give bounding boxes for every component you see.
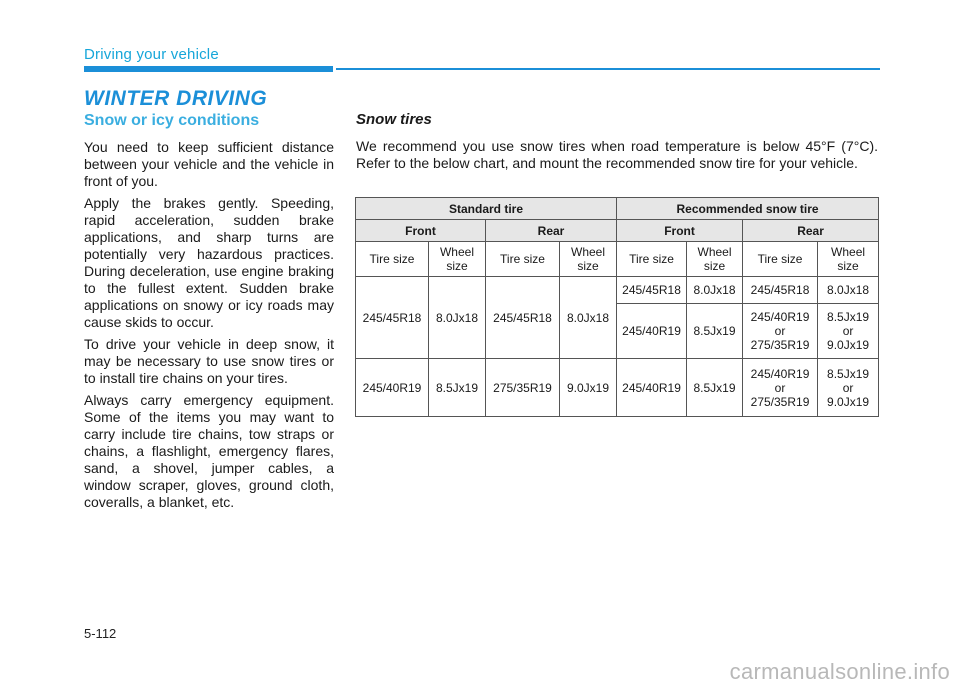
- table-row: [356, 359, 879, 417]
- header-front: Front: [356, 220, 486, 242]
- table-cell: 8.5Jx19: [687, 359, 743, 417]
- paragraph: To drive your vehicle in deep snow, it may be necessary to use snow tires or to install tire chains on your tires.: [84, 336, 334, 386]
- table-cell: 245/40R19: [617, 359, 687, 417]
- table-cell: 245/45R18: [617, 277, 687, 304]
- paragraph: You need to keep sufficient distance between your vehicle and the vehicle in front of you.: [84, 139, 334, 189]
- snow-tire-table: [355, 197, 879, 417]
- paragraph: Always carry emergency equipment. Some of the items you may want to carry include tire chains, tow straps or chains, a flashlight, emergency flares, sand, a shovel, jumper cables, a window scraper, gloves, ground cloth, coveralls, a blanket, etc.: [84, 392, 334, 510]
- snow-tires-heading: Snow tires: [356, 111, 432, 128]
- table-cell: 245/40R19 or 275/35R19: [743, 304, 818, 359]
- header-recommended-snow-tire: Recommended snow tire: [617, 198, 879, 220]
- table-cell: 8.5Jx19 or 9.0Jx19: [818, 304, 879, 359]
- column-header: Tire size: [356, 242, 429, 277]
- header-rule-thin: [336, 68, 880, 70]
- table-cell: 8.0Jx18: [818, 277, 879, 304]
- table-cell: 8.0Jx18: [429, 277, 486, 359]
- table-cell: 8.0Jx18: [560, 277, 617, 359]
- table-row: [356, 277, 879, 304]
- column-header: Tire size: [486, 242, 560, 277]
- snow-icy-heading: Snow or icy conditions: [84, 112, 260, 129]
- table-cell: 275/35R19: [486, 359, 560, 417]
- table-header-row: [356, 220, 879, 242]
- paragraph: Apply the brakes gently. Speeding, rapid acceleration, sudden brake applications, and sharp turns are potentially very hazardous practices. During deceleration, use engine braking to the fullest extent. Sudden brake applications on snowy or icy roads may cause skids to occur.: [84, 195, 334, 330]
- table-cell: 245/40R19: [356, 359, 429, 417]
- table-cell: 9.0Jx19: [560, 359, 617, 417]
- table-cell: 245/40R19: [617, 304, 687, 359]
- snow-tires-intro: We recommend you use snow tires when road temperature is below 45°F (7°C). Refer to the below chart, and mount the recommended snow tire for your vehicle.: [356, 138, 878, 171]
- header-rule-thick: [84, 66, 333, 72]
- header-front: Front: [617, 220, 743, 242]
- table-cell: 245/40R19 or 275/35R19: [743, 359, 818, 417]
- table-cell: 245/45R18: [356, 277, 429, 359]
- left-column: [84, 112, 334, 516]
- column-header: Tire size: [617, 242, 687, 277]
- chapter-header: Driving your vehicle: [84, 46, 219, 63]
- header-rear: Rear: [486, 220, 617, 242]
- table-header-row: [356, 198, 879, 220]
- table-cell: 8.5Jx19 or 9.0Jx19: [818, 359, 879, 417]
- header-standard-tire: Standard tire: [356, 198, 617, 220]
- header-rear: Rear: [743, 220, 879, 242]
- table-cell: 245/45R18: [486, 277, 560, 359]
- table-cell: 245/45R18: [743, 277, 818, 304]
- table-cell: 8.5Jx19: [429, 359, 486, 417]
- column-header: Wheel size: [818, 242, 879, 277]
- column-header: Wheel size: [687, 242, 743, 277]
- table-column-header-row: [356, 242, 879, 277]
- table-cell: 8.5Jx19: [687, 304, 743, 359]
- right-column: [356, 111, 878, 172]
- table-cell: 8.0Jx18: [687, 277, 743, 304]
- column-header: Tire size: [743, 242, 818, 277]
- watermark: carmanualsonline.info: [729, 659, 950, 684]
- page-number: 5-112: [84, 626, 117, 641]
- column-header: Wheel size: [429, 242, 486, 277]
- section-title: WINTER DRIVING: [84, 87, 268, 110]
- column-header: Wheel size: [560, 242, 617, 277]
